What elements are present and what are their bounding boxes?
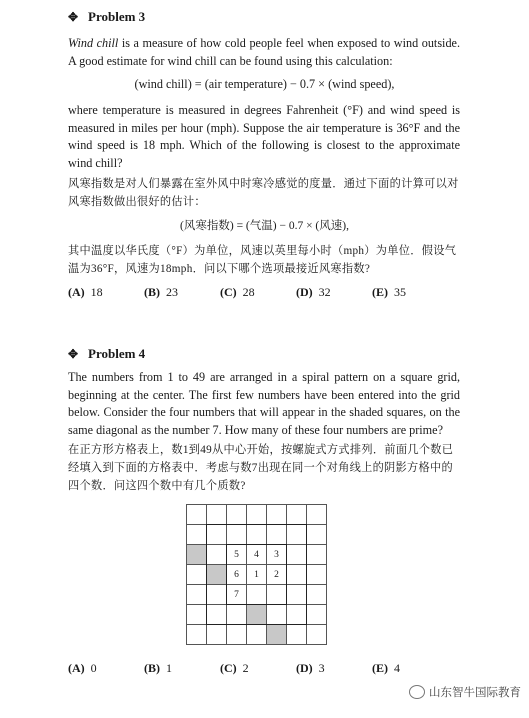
choice-d[interactable]: (D) 3 xyxy=(296,661,325,675)
problem-3-chinese-question: 其中温度以华氏度（°F）为单位，风速以英里每小时（mph）为单位．假设气温为36°F，风速为18mph．问以下哪个选项最接近风寒指数? xyxy=(68,245,457,275)
wechat-logo-icon xyxy=(409,685,425,699)
choice-d[interactable]: (D) 32 xyxy=(296,285,331,299)
problem-3-chinese-intro: 风寒指数是对人们暴露在室外风中时寒冷感觉的度量．通过下面的计算可以对风寒指数做出很好的估计： xyxy=(68,178,459,208)
problem-4-choices xyxy=(68,661,422,676)
choice-e[interactable]: (E) 4 xyxy=(372,661,400,675)
grid-cell: 2 xyxy=(267,565,287,585)
spiral-grid-rings xyxy=(186,504,327,645)
problem-3-heading xyxy=(68,9,145,25)
grid-cell: 6 xyxy=(227,565,247,585)
choice-c[interactable]: (C) 28 xyxy=(220,285,255,299)
problem-3-question: where temperature is measured in degrees Fahrenheit (°F) and wind speed is measured in miles per hour (mph). Suppose the air temperature is 36°F and the wind speed is 18 mph. Which of the following is closest to the approximate wind chill? xyxy=(68,103,460,170)
choice-b[interactable]: (B) 23 xyxy=(144,285,178,299)
grid-cell: 3 xyxy=(267,545,287,565)
wind-chill-formula: (wind chill) = (air temperature) − 0.7 × (wind speed), xyxy=(134,77,395,91)
watermark xyxy=(409,684,521,700)
wind-chill-term: Wind chill xyxy=(68,36,119,50)
problem-3-intro-text: is a measure of how cold people feel when exposed to wind outside. A good estimate for wind chill can be found using this calculation: xyxy=(68,36,460,68)
watermark-text: 山东智牛国际教育 xyxy=(429,687,521,699)
choice-a[interactable]: (A) 18 xyxy=(68,285,103,299)
problem-3-choices xyxy=(68,285,432,300)
grid-cell: 5 xyxy=(227,545,247,565)
diamond-bullet-icon: ✥ xyxy=(68,10,79,24)
choice-e[interactable]: (E) 35 xyxy=(372,285,406,299)
problem-3-title: Problem 3 xyxy=(88,9,146,24)
problem-4-chinese-question: 在正方形方格表上，数1到49从中心开始，按螺旋式方式排列．前面几个数已经填入到下面的方格表中．考虑与数7出现在同一个对角线上的阴影方格中的四个数．问这四个数中有几个质数? xyxy=(68,444,454,492)
problem-4-heading xyxy=(68,346,145,362)
inner-ring xyxy=(226,544,287,605)
grid-cell: 7 xyxy=(227,585,247,605)
grid-cell: 1 xyxy=(247,565,267,585)
choice-c[interactable]: (C) 2 xyxy=(220,661,249,675)
problem-4-title: Problem 4 xyxy=(88,346,146,361)
problem-4-question: The numbers from 1 to 49 are arranged in a spiral pattern on a square grid, beginning at the center. The first few numbers have been entered into the grid below. Consider the four numbers that will appear in the shaded squares, on the same diagonal as the number 7. How many of these four numbers are prime? xyxy=(68,370,460,437)
diamond-bullet-icon: ✥ xyxy=(68,347,79,361)
choice-a[interactable]: (A) 0 xyxy=(68,661,97,675)
choice-b[interactable]: (B) 1 xyxy=(144,661,172,675)
grid-cell: 4 xyxy=(247,545,267,565)
problem-3-intro xyxy=(68,35,460,70)
problem-3-chinese-formula: (风寒指数) = (气温) − 0.7 × (风速), xyxy=(180,220,349,232)
